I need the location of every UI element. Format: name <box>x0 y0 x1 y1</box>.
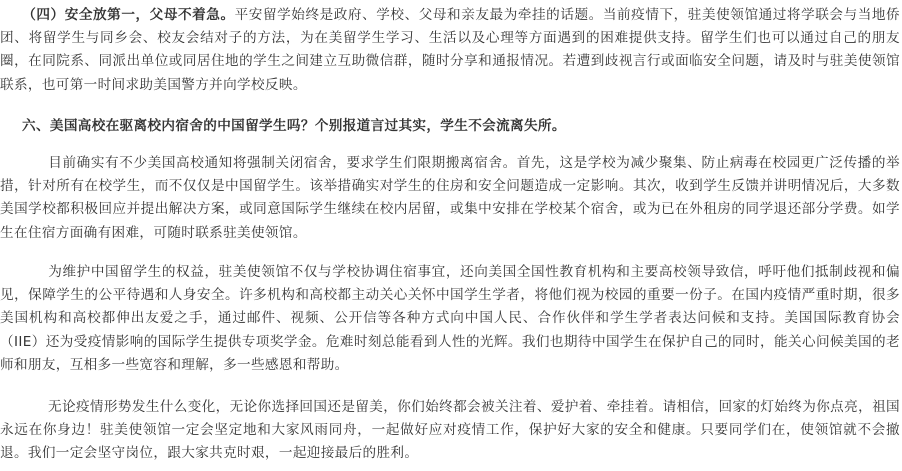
section-heading-text: 六、美国高校在驱离校内宿舍的中国留学生吗？个别报道言过其实，学生不会流离失所。 <box>22 118 566 134</box>
paragraph-text-dormitory: 目前确实有不少美国高校通知将强制关闭宿舍，要求学生们限期搬离宿舍。首先，这是学校为减少聚集、防止病毒在校园更广泛传播的举措，针对所有在校学生，而不仅仅是中国留学生。该举措确实对学生的住房和安全问题造成一定影响。其次，收到学生反馈并讲明情况后，大多数美国学校都积极回应并提出解决方案，或同意国际学生继续在校内居留，或集中安排在学校某个宿舍，或为已在外租房的同学退还部分学费。如学生在住宿方面确有困难，可随时联系驻美使领馆。 <box>0 155 900 241</box>
paragraph-dormitory-closure <box>0 152 902 245</box>
paragraph-lead-safety: （四）安全放第一，父母不着急。 <box>22 7 235 23</box>
paragraph-text-closing: 无论疫情形势发生什么变化，无论你选择回国还是留美，你们始终都会被关注着、爱护着、牵挂着。请相信，回家的灯始终为你点亮，祖国永远在你身边！驻美使领馆一定会坚定地和大家风雨同舟，一起做好应对疫情工作，保护好大家的安全和健康。只要同学们在，使领馆就不会撤退。我们一定会坚守岗位，跟大家共克时艰，一起迎接最后的胜利。 <box>0 399 900 462</box>
paragraph-closing-message <box>0 396 902 466</box>
paragraph-text-rights: 为维护中国留学生的权益，驻美使领馆不仅与学校协调住宿事宜，还向美国全国性教育机构和主要高校领导致信，呼吁他们抵制歧视和偏见，保障学生的公平待遇和人身安全。许多机构和高校都主动关心关怀中国学生学者，将他们视为校园的重要一份子。在国内疫情严重时期，很多美国机构和高校都伸出友爱之手，通过邮件、视频、公开信等各种方式向中国人民、合作伙伴和学生学者表达问候和支持。美国国际教育协会（IIE）还为受疫情影响的国际学生提供专项奖学金。危难时刻总能看到人性的光辉。我们也期待中国学生在保护自己的同时，能关心问候美国的老师和朋友，互相多一些宽容和理解，多一些感恩和帮助。 <box>0 264 900 373</box>
paragraph-safety <box>0 4 902 97</box>
paragraph-text-safety: 平安留学始终是政府、学校、父母和亲友最为牵挂的话题。当前疫情下，驻美使领馆通过将学联会与当地侨团、将留学生与同乡会、校友会结对子的方法，为在美留学生学习、生活以及心理等方面遇到的困难提供支持。留学生们也可以通过自己的朋友圈，在同院系、同派出单位或同居住地的学生之间建立互助微信群，随时分享和通报情况。若遭到歧视言行或面临安全问题，请及时与驻美使领馆联系，也可第一时间求助美国警方并向学校反映。 <box>0 7 900 93</box>
paragraph-student-rights <box>0 261 902 377</box>
section-heading-dormitory <box>0 115 900 138</box>
